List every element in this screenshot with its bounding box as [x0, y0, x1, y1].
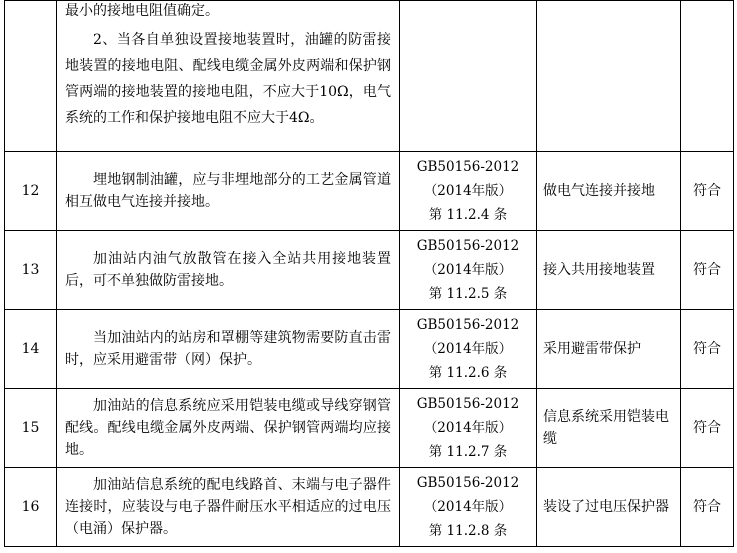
- standard-cell: [400, 231, 537, 310]
- standard-code: GB50156-2012: [416, 317, 520, 333]
- standard-cell: [400, 389, 537, 468]
- standard-cell: [400, 310, 537, 389]
- standard-clause: 第 11.2.4 条: [428, 207, 508, 223]
- requirement-text: 埋地钢制油罐，应与非埋地部分的工艺金属管道相互做电气连接并接地。: [65, 172, 391, 210]
- requirement-text: 当加油站内的站房和罩棚等建筑物需要防直击雷时，应采用避雷带（网）保护。: [65, 330, 391, 368]
- standard-edition: （2014年版）: [423, 262, 513, 278]
- result-text: 符合: [681, 310, 734, 389]
- standard-edition: （2014年版）: [423, 183, 513, 199]
- result-text: 符合: [681, 231, 734, 310]
- row-number: 15: [5, 389, 57, 468]
- requirement-text: 加油站内油气放散管在接入全站共用接地装置后，可不单独做防雷接地。: [65, 251, 391, 289]
- standard-edition: （2014年版）: [423, 420, 513, 436]
- requirement-cell: [57, 1, 400, 152]
- standard-code: GB50156-2012: [416, 159, 520, 175]
- row-number: 13: [5, 231, 57, 310]
- requirement-cell: [57, 389, 400, 468]
- table-row: [5, 152, 734, 231]
- standard-clause: 第 11.2.6 条: [428, 365, 508, 381]
- standard-clause: 第 11.2.7 条: [428, 444, 508, 460]
- standard-cell: [400, 1, 537, 152]
- requirement-paragraph: 2、当各自单独设置接地装置时，油罐的防雷接地装置的接地电阻、配线电缆金属外皮两端和保护钢管两端的接地装置的接地电阻，不应大于10Ω，电气系统的工作和保护接地电阻不应大于4Ω。: [65, 32, 391, 126]
- requirement-cell: [57, 468, 400, 547]
- row-number: 16: [5, 468, 57, 547]
- requirement-cell: [57, 310, 400, 389]
- action-text: 采用避雷带保护: [537, 310, 681, 389]
- table-row: [5, 1, 734, 152]
- action-text: 信息系统采用铠装电缆: [537, 389, 681, 468]
- requirement-text: 加油站信息系统的配电线路首、末端与电子器件连接时，应装设与电子器件耐压水平相适应的过电压（电涌）保护器。: [65, 477, 391, 537]
- requirement-cell: [57, 231, 400, 310]
- table-row: [5, 231, 734, 310]
- requirement-continuation: 最小的接地电阻值确定。: [65, 3, 219, 19]
- table-row: [5, 389, 734, 468]
- row-number-cell: [5, 1, 57, 152]
- action-cell: [537, 1, 681, 152]
- table-row: [5, 310, 734, 389]
- standard-edition: （2014年版）: [423, 499, 513, 515]
- standard-code: GB50156-2012: [416, 475, 520, 491]
- row-number: 12: [5, 152, 57, 231]
- standard-clause: 第 11.2.5 条: [428, 286, 508, 302]
- result-cell: [681, 1, 734, 152]
- action-text: 装设了过电压保护器: [537, 468, 681, 547]
- standard-clause: 第 11.2.8 条: [428, 523, 508, 539]
- result-text: 符合: [681, 152, 734, 231]
- standard-cell: [400, 468, 537, 547]
- requirement-cell: [57, 152, 400, 231]
- compliance-table: [4, 0, 734, 547]
- result-text: 符合: [681, 389, 734, 468]
- table-row: [5, 468, 734, 547]
- standard-cell: [400, 152, 537, 231]
- standard-code: GB50156-2012: [416, 238, 520, 254]
- row-number: 14: [5, 310, 57, 389]
- action-text: 做电气连接并接地: [537, 152, 681, 231]
- result-text: 符合: [681, 468, 734, 547]
- standard-code: GB50156-2012: [416, 396, 520, 412]
- requirement-text: 加油站的信息系统应采用铠装电缆或导线穿钢管配线。配线电缆金属外皮两端、保护钢管两端均应接地。: [65, 398, 391, 458]
- standard-edition: （2014年版）: [423, 341, 513, 357]
- action-text: 接入共用接地装置: [537, 231, 681, 310]
